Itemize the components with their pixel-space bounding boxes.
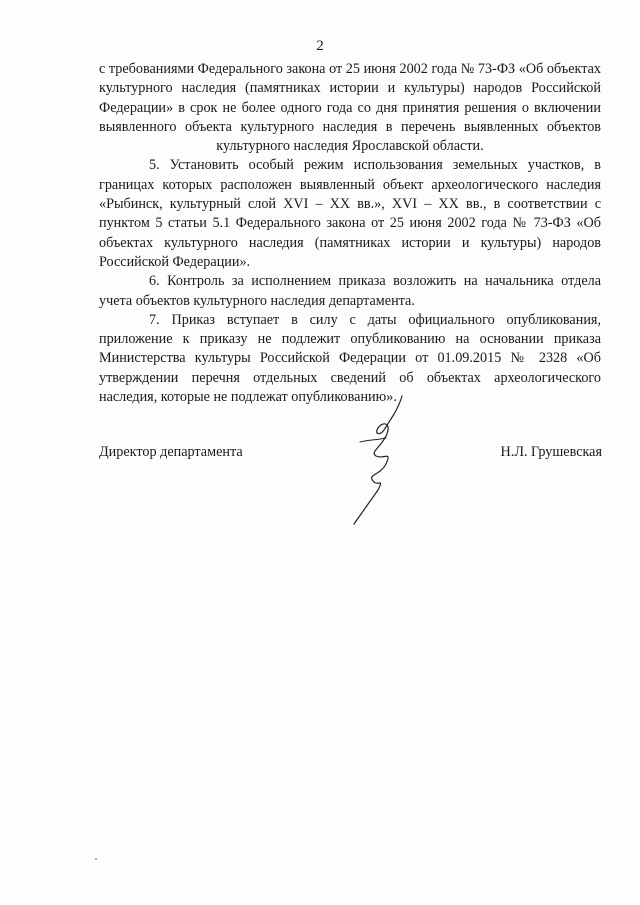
scan-artifact (95, 858, 97, 860)
signatory-title: Директор департамента (99, 444, 243, 460)
signatory-name: Н.Л. Грушевская (500, 444, 602, 460)
paragraph-continuation: с требованиями Федерального закона от 25 июня 2002 года № 73-ФЗ «Об объектах культурного наследия (памятниках истории и культуры) народов Российской Федерации» в срок не более одного года со дня принятия решения о включении выявленного объекта культурного наследия в перечень выявленных объектов культурного наследия Ярославской области. (99, 61, 601, 155)
paragraph-item-6: 6. Контроль за исполнением приказа возложить на начальника отдела учета объектов культурного наследия департамента. (99, 273, 601, 309)
handwritten-signature (340, 390, 420, 530)
paragraph-item-5: 5. Установить особый режим использования земельных участков, в границах которых расположен выявленный объект археологического наследия «Рыбинск, культурный слой XVI – XX вв.», XVI – XX вв., в соответствии с пунктом 5 статьи 5.1 Федерального закона от 25 июня 2002 года № 73-ФЗ «Об объектах культурного наследия (памятниках истории и культуры) народов Российской Федерации». (99, 157, 601, 270)
paragraph-item-7: 7. Приказ вступает в силу с даты официального опубликования, приложение к приказу не подлежит опубликованию на основании приказа Министерства культуры Российской Федерации от 01.09.2015 № 2328 «Об утверждении перечня отдельных сведений об объектах археологического наследия, которые не подлежат опубликованию». (99, 311, 601, 406)
page-number: 2 (316, 38, 324, 54)
document-body (99, 60, 601, 407)
